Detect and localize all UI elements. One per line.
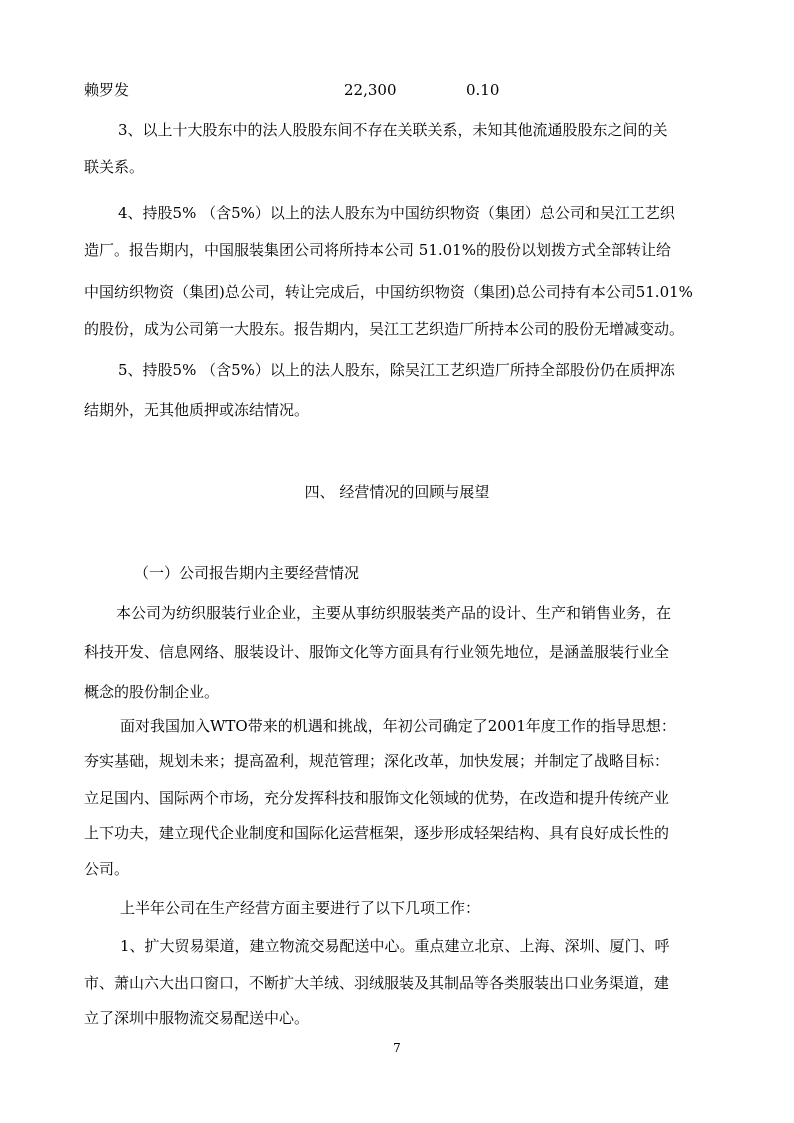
shareholder-ratio: 0.10 bbox=[466, 81, 500, 99]
body-4-line-2: 市、萧山六大出口窗口，不断扩大羊绒、羽绒服装及其制品等各类服装出口业务渠道，建 bbox=[84, 974, 670, 992]
shareholder-name: 赖罗发 bbox=[84, 81, 130, 99]
section-title: 四、 经营情况的回顾与展望 bbox=[304, 483, 490, 501]
paragraph-3-line-1: 3、以上十大股东中的法人股股东间不存在关联关系，未知其他流通股股东之间的关 bbox=[118, 121, 668, 139]
body-2-line-1: 面对我国加入WTO带来的机遇和挑战，年初公司确定了2001年度工作的指导思想： bbox=[120, 717, 676, 735]
body-2-line-4: 上下功夫，建立现代企业制度和国际化运营框架，逐步形成轻架结构、具有良好成长性的 bbox=[84, 824, 670, 842]
body-2-line-5: 公司。 bbox=[84, 860, 130, 878]
paragraph-4-line-1: 4、持股5% （含5%）以上的法人股东为中国纺织物资（集团）总公司和吴江工艺织 bbox=[118, 204, 675, 222]
paragraph-5-line-1: 5、持股5% （含5%）以上的法人股东，除吴江工艺织造厂所持全部股份仍在质押冻 bbox=[118, 361, 675, 379]
body-2-line-2: 夯实基础，规划未来；提高盈利，规范管理；深化改革，加快发展；并制定了战略目标： bbox=[84, 752, 670, 770]
body-1-line-1: 本公司为纺织服装行业企业，主要从事纺织服装类产品的设计、生产和销售业务，在 bbox=[116, 604, 672, 622]
body-1-line-2: 科技开发、信息网络、服装设计、服饰文化等方面具有行业领先地位，是涵盖服装行业全 bbox=[84, 643, 670, 661]
shareholder-row bbox=[84, 80, 684, 100]
body-2-line-3: 立足国内、国际两个市场，充分发挥科技和服饰文化领域的优势，在改造和提升传统产业 bbox=[84, 789, 670, 807]
page-number: 7 bbox=[393, 1041, 401, 1055]
body-4-line-3: 立了深圳中服物流交易配送中心。 bbox=[84, 1009, 310, 1027]
body-1-line-3: 概念的股份制企业。 bbox=[84, 683, 220, 701]
paragraph-4-line-3: 中国纺织物资（集团)总公司，转让完成后，中国纺织物资（集团)总公司持有本公司51.01% bbox=[84, 283, 693, 301]
paragraph-3-line-2: 联关系。 bbox=[84, 158, 145, 176]
paragraph-4-line-2: 造厂。报告期内，中国服装集团公司将所持本公司 51.01%的股份以划拨方式全部转让给 bbox=[84, 241, 671, 259]
body-3-line-1: 上半年公司在生产经营方面主要进行了以下几项工作： bbox=[120, 899, 481, 917]
body-4-line-1: 1、扩大贸易渠道，建立物流交易配送中心。重点建立北京、上海、深圳、厦门、呼 bbox=[120, 937, 670, 955]
paragraph-4-line-4: 的股份，成为公司第一大股东。报告期内，吴江工艺织造厂所持本公司的股份无增减变动。 bbox=[84, 320, 685, 338]
paragraph-5-line-2: 结期外，无其他质押或冻结情况。 bbox=[84, 401, 310, 419]
shareholder-shares: 22,300 bbox=[344, 81, 397, 99]
subsection-title: （一）公司报告期内主要经营情况 bbox=[134, 564, 360, 582]
